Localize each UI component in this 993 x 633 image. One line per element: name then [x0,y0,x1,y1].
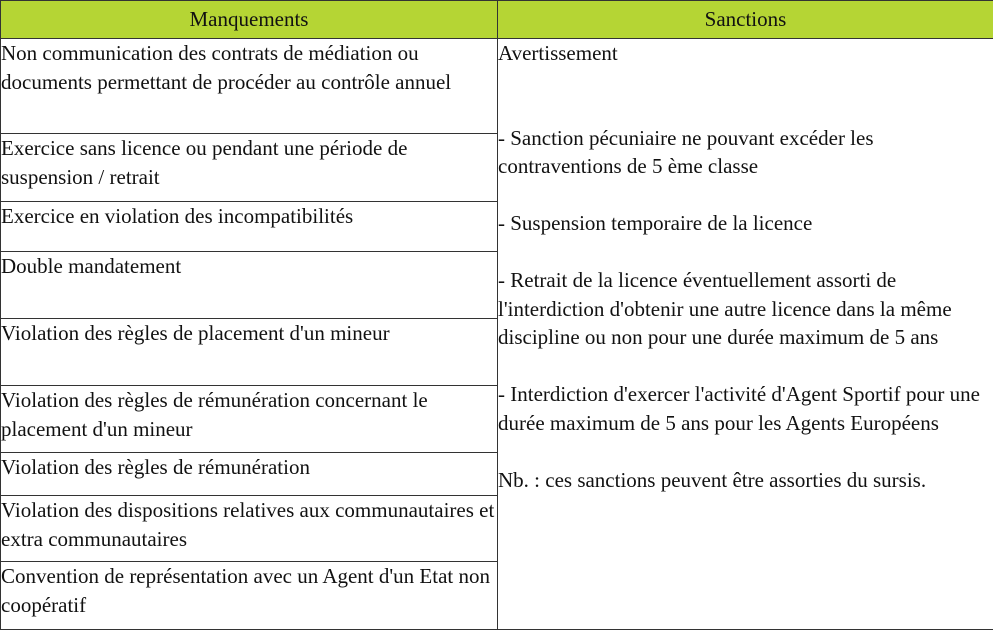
sanction-pecuniaire: - Sanction pécuniaire ne pouvant excéder les contraventions de 5 ème classe [498,125,874,178]
manquement-cell: Exercice sans licence ou pendant une période de suspension / retrait [1,134,498,202]
sanction-suspension: - Suspension temporaire de la licence [498,211,813,235]
sanction-note: Nb. : ces sanctions peuvent être assorties du sursis. [498,467,927,492]
manquement-cell: Violation des règles de rémunération [1,453,498,496]
manquement-cell: Convention de représentation avec un Agent d'un Etat non coopératif [1,562,498,630]
header-manquements: Manquements [1,1,498,39]
manquement-cell: Violation des dispositions relatives aux communautaires et extra communautaires [1,496,498,562]
table-row [1,39,993,134]
sanction-interdiction: - Interdiction d'exercer l'activité d'Agent Sportif pour une durée maximum de 5 ans pour les Agents Européens [498,382,980,435]
header-sanctions: Sanctions [498,1,993,39]
header-row [1,1,993,39]
sanction-retrait: - Retrait de la licence éventuellement assorti de l'interdiction d'obtenir une autre licence dans la même discipline ou non pour une durée maximum de 5 ans [498,268,952,349]
manquement-cell: Double mandatement [1,252,498,319]
manquement-cell: Exercice en violation des incompatibilités [1,202,498,252]
manquement-cell: Violation des règles de placement d'un mineur [1,319,498,386]
manquement-cell: Violation des règles de rémunération concernant le placement d'un mineur [1,386,498,453]
sanctions-cell [498,39,993,630]
manquement-cell: Non communication des contrats de médiation ou documents permettant de procéder au contrôle annuel [1,39,498,134]
sanction-avertissement: Avertissement [498,41,618,65]
